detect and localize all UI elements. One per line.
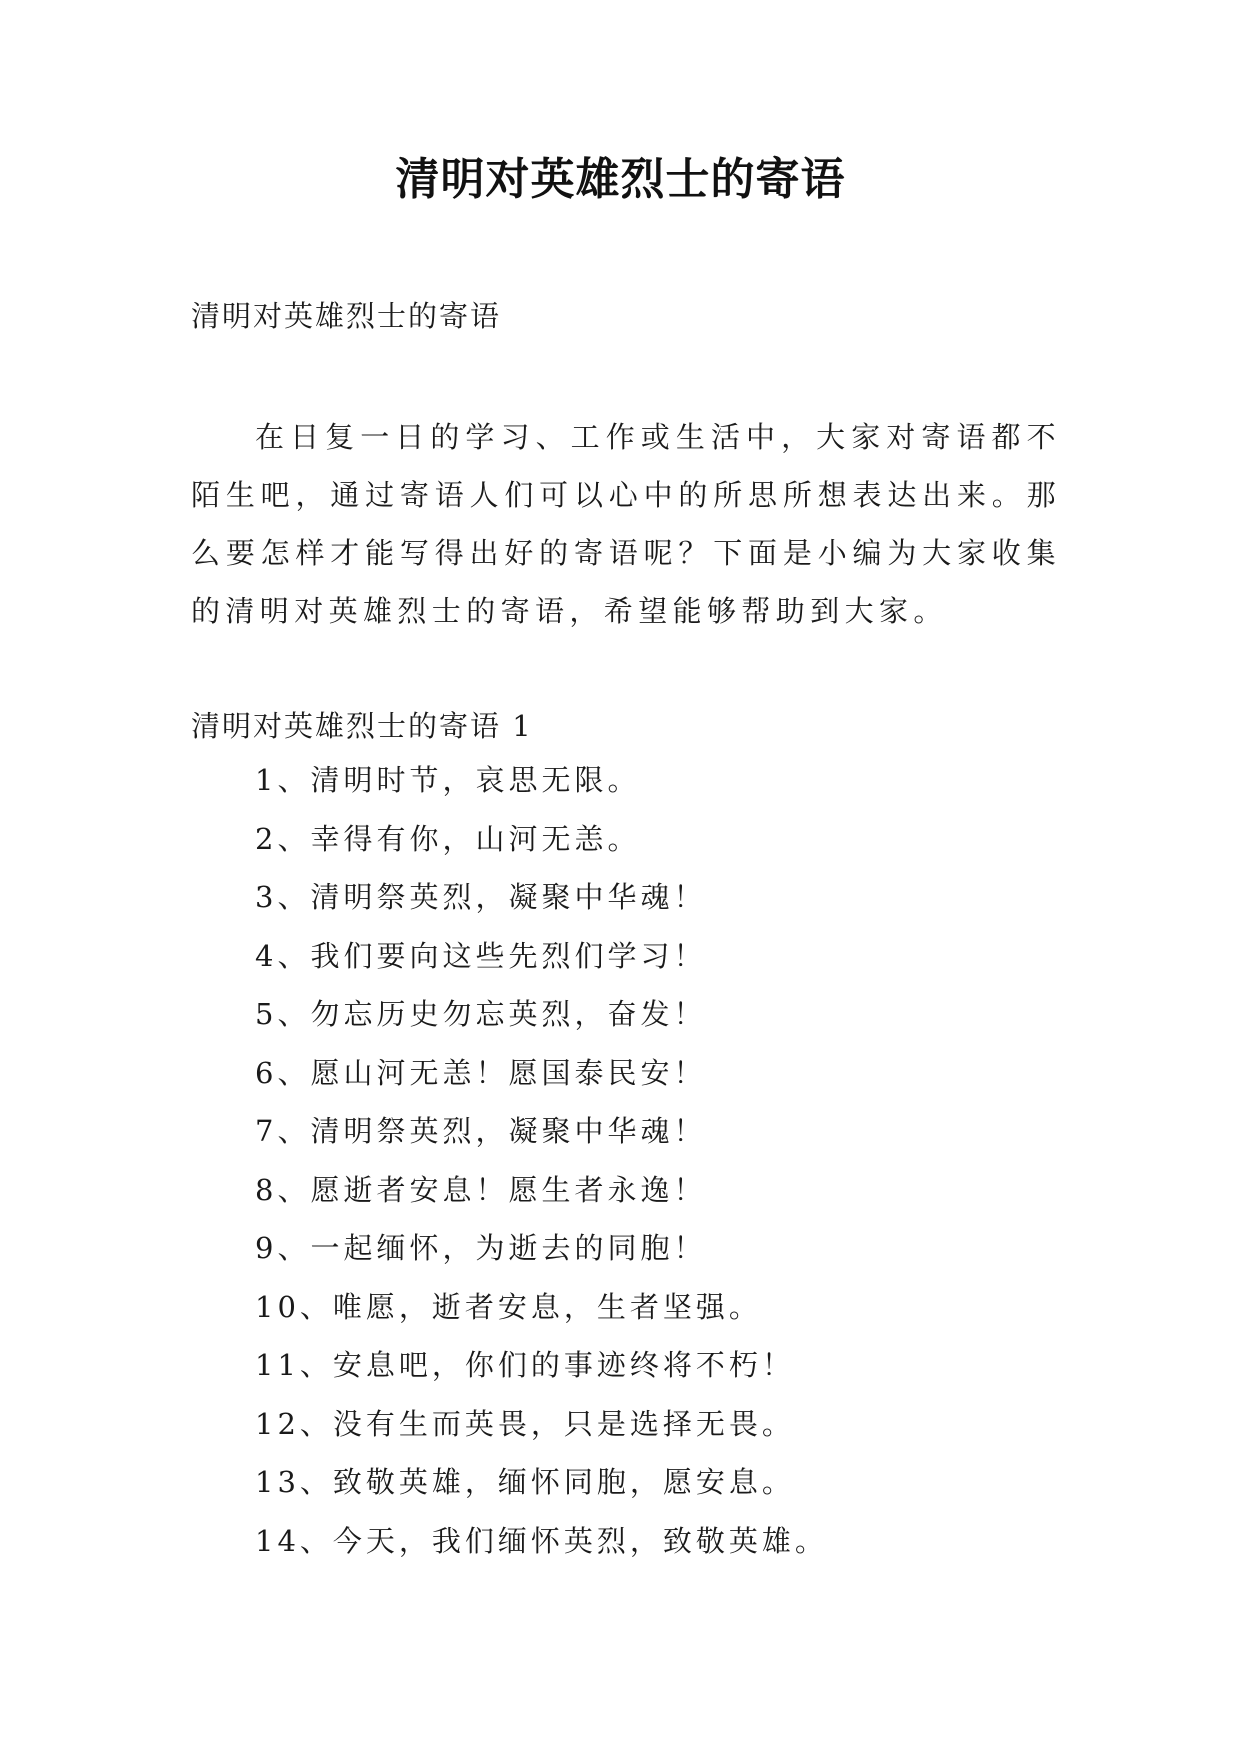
list-item: 1、清明时节，哀思无限。 [255,763,641,797]
section-heading: 清明对英雄烈士的寄语 1 [191,709,533,743]
document-title: 清明对英雄烈士的寄语 [395,154,846,205]
list-item: 11、安息吧，你们的事迹终将不朽！ [255,1348,795,1382]
list-item: 7、清明祭英烈，凝聚中华魂！ [255,1114,707,1148]
list-item: 5、勿忘历史勿忘英烈，奋发！ [255,997,707,1031]
list-item: 9、一起缅怀，为逝去的同胞！ [255,1231,707,1265]
list-item: 4、我们要向这些先烈们学习！ [255,938,707,973]
document-subtitle: 清明对英雄烈士的寄语 [191,299,502,333]
list-item: 14、今天，我们缅怀英烈，致敬英雄。 [255,1523,828,1558]
list-item: 6、愿山河无恙！愿国泰民安！ [255,1055,707,1090]
list-item: 3、清明祭英烈，凝聚中华魂！ [255,880,707,914]
list-item: 12、没有生而英畏，只是选择无畏。 [255,1406,795,1441]
list-item: 2、幸得有你，山河无恙。 [255,821,641,856]
list-item: 8、愿逝者安息！愿生者永逸！ [255,1172,707,1207]
list-item: 10、唯愿，逝者安息，生者坚强。 [255,1289,762,1324]
intro-paragraph: 在日复一日的学习、工作或生活中，大家对寄语都不陌生吧，通过寄语人们可以心中的所思所想表达出来。那么要怎样才能写得出好的寄语呢？下面是小编为大家收集的清明对英雄烈士的寄语，希望能够帮助到大家。 [191,420,1061,628]
list-item: 13、致敬英雄，缅怀同胞，愿安息。 [255,1465,795,1499]
message-list [255,760,828,1579]
